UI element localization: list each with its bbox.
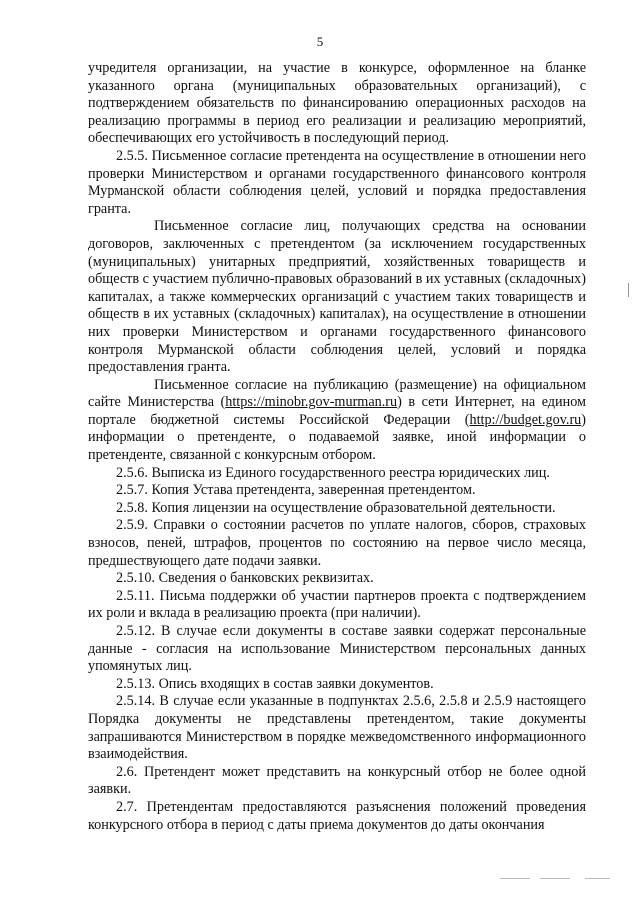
ministry-site-link[interactable]: https://minobr.gov-murman.ru [225,394,398,411]
publication-text-start: Письменное согласие на публикацию (размещение) на официальном сайте Министерства ( [88,376,586,411]
paragraph-2-5-5: 2.5.5. Письменное согласие претендента на осуществление в отношении него проверки Министерством и органами государственного финансового контроля Мурманской области соблюдения целей, условий и порядка предоставления гранта. [88,147,586,217]
paragraph-2-5-8: 2.5.8. Копия лицензии на осуществление образовательной деятельности. [116,499,556,516]
paragraph-founder-letter: учредителя организации, на участие в конкурсе, оформленное на бланке указанного органа (муниципальных образовательных организаций), с подтверждением обязательств по финансированию операционных расходов на реализацию программы в период его реализации и реализацию мероприятий, обеспечивающих его устойчивость в последующий период. [88,60,586,147]
paragraph-consent-contractors: Письменное согласие лиц, получающих средства на основании договоров, заключенных с претендентом (за исключением государственных (муниципальных) унитарных предприятий, хозяйственных товариществ и обществ с участием публично-правовых образований в их уставных (складочных) капиталах, а также коммерческих организаций с участием таких товариществ и обществ в их уставных (складочных) капиталах), на осуществление в отношении них проверки Министерством и органами государственного финансового контроля Мурманской области соблюдения целей, условий и порядка предоставления гранта. [88,218,586,376]
document-body [88,60,586,834]
paragraph-2-5-9: 2.5.9. Справки о состоянии расчетов по уплате налогов, сборов, страховых взносов, пеней, штрафов, процентов по состоянию на первое число месяца, предшествующего дате подачи заявки. [88,517,586,569]
page-number: 5 [316,34,324,49]
paragraph-2-7: 2.7. Претендентам предоставляются разъяснения положений проведения конкурсного отбора в период с даты приема документов до даты окончания [88,798,586,833]
scan-footer-line [585,878,610,879]
paragraph-2-5-14: 2.5.14. В случае если указанные в подпунктах 2.5.6, 2.5.8 и 2.5.9 настоящего Порядка документы не представлены претендентом, такие документы запрашиваются Министерством в порядке межведомственного информационного взаимодействия. [88,693,586,763]
paragraph-2-5-11: 2.5.11. Письма поддержки об участии партнеров проекта с подтверждением их роли и вклада в реализацию проекта (при наличии). [88,587,586,622]
scan-margin-mark [628,283,629,297]
paragraph-2-5-6: 2.5.6. Выписка из Единого государственного реестра юридических лиц. [116,464,550,481]
budget-portal-link[interactable]: http://budget.gov.ru [469,411,582,428]
paragraph-2-5-7: 2.5.7. Копия Устава претендента, заверенная претендентом. [116,482,476,499]
paragraph-2-5-10: 2.5.10. Сведения о банковских реквизитах. [116,570,374,587]
paragraph-2-6: 2.6. Претендент может представить на конкурсный отбор не более одной заявки. [88,763,586,798]
paragraph-2-5-12: 2.5.12. В случае если документы в составе заявки содержат персональные данные - согласия на использование Министерством персональных данных упомянутых лиц. [88,623,586,675]
scan-footer-line [540,878,570,879]
paragraph-2-5-13: 2.5.13. Опись входящих в состав заявки документов. [116,675,434,692]
scan-footer-line [500,878,530,879]
paragraph-consent-publication [88,377,586,465]
publication-text-end: ) информации о претенденте, о подаваемой заявке, иной информации о претенденте, связанной с конкурсным отбором. [88,411,586,464]
publication-text-middle: ) в сети Интернет, на едином портале бюджетной системы Российской Федерации ( [88,394,587,428]
